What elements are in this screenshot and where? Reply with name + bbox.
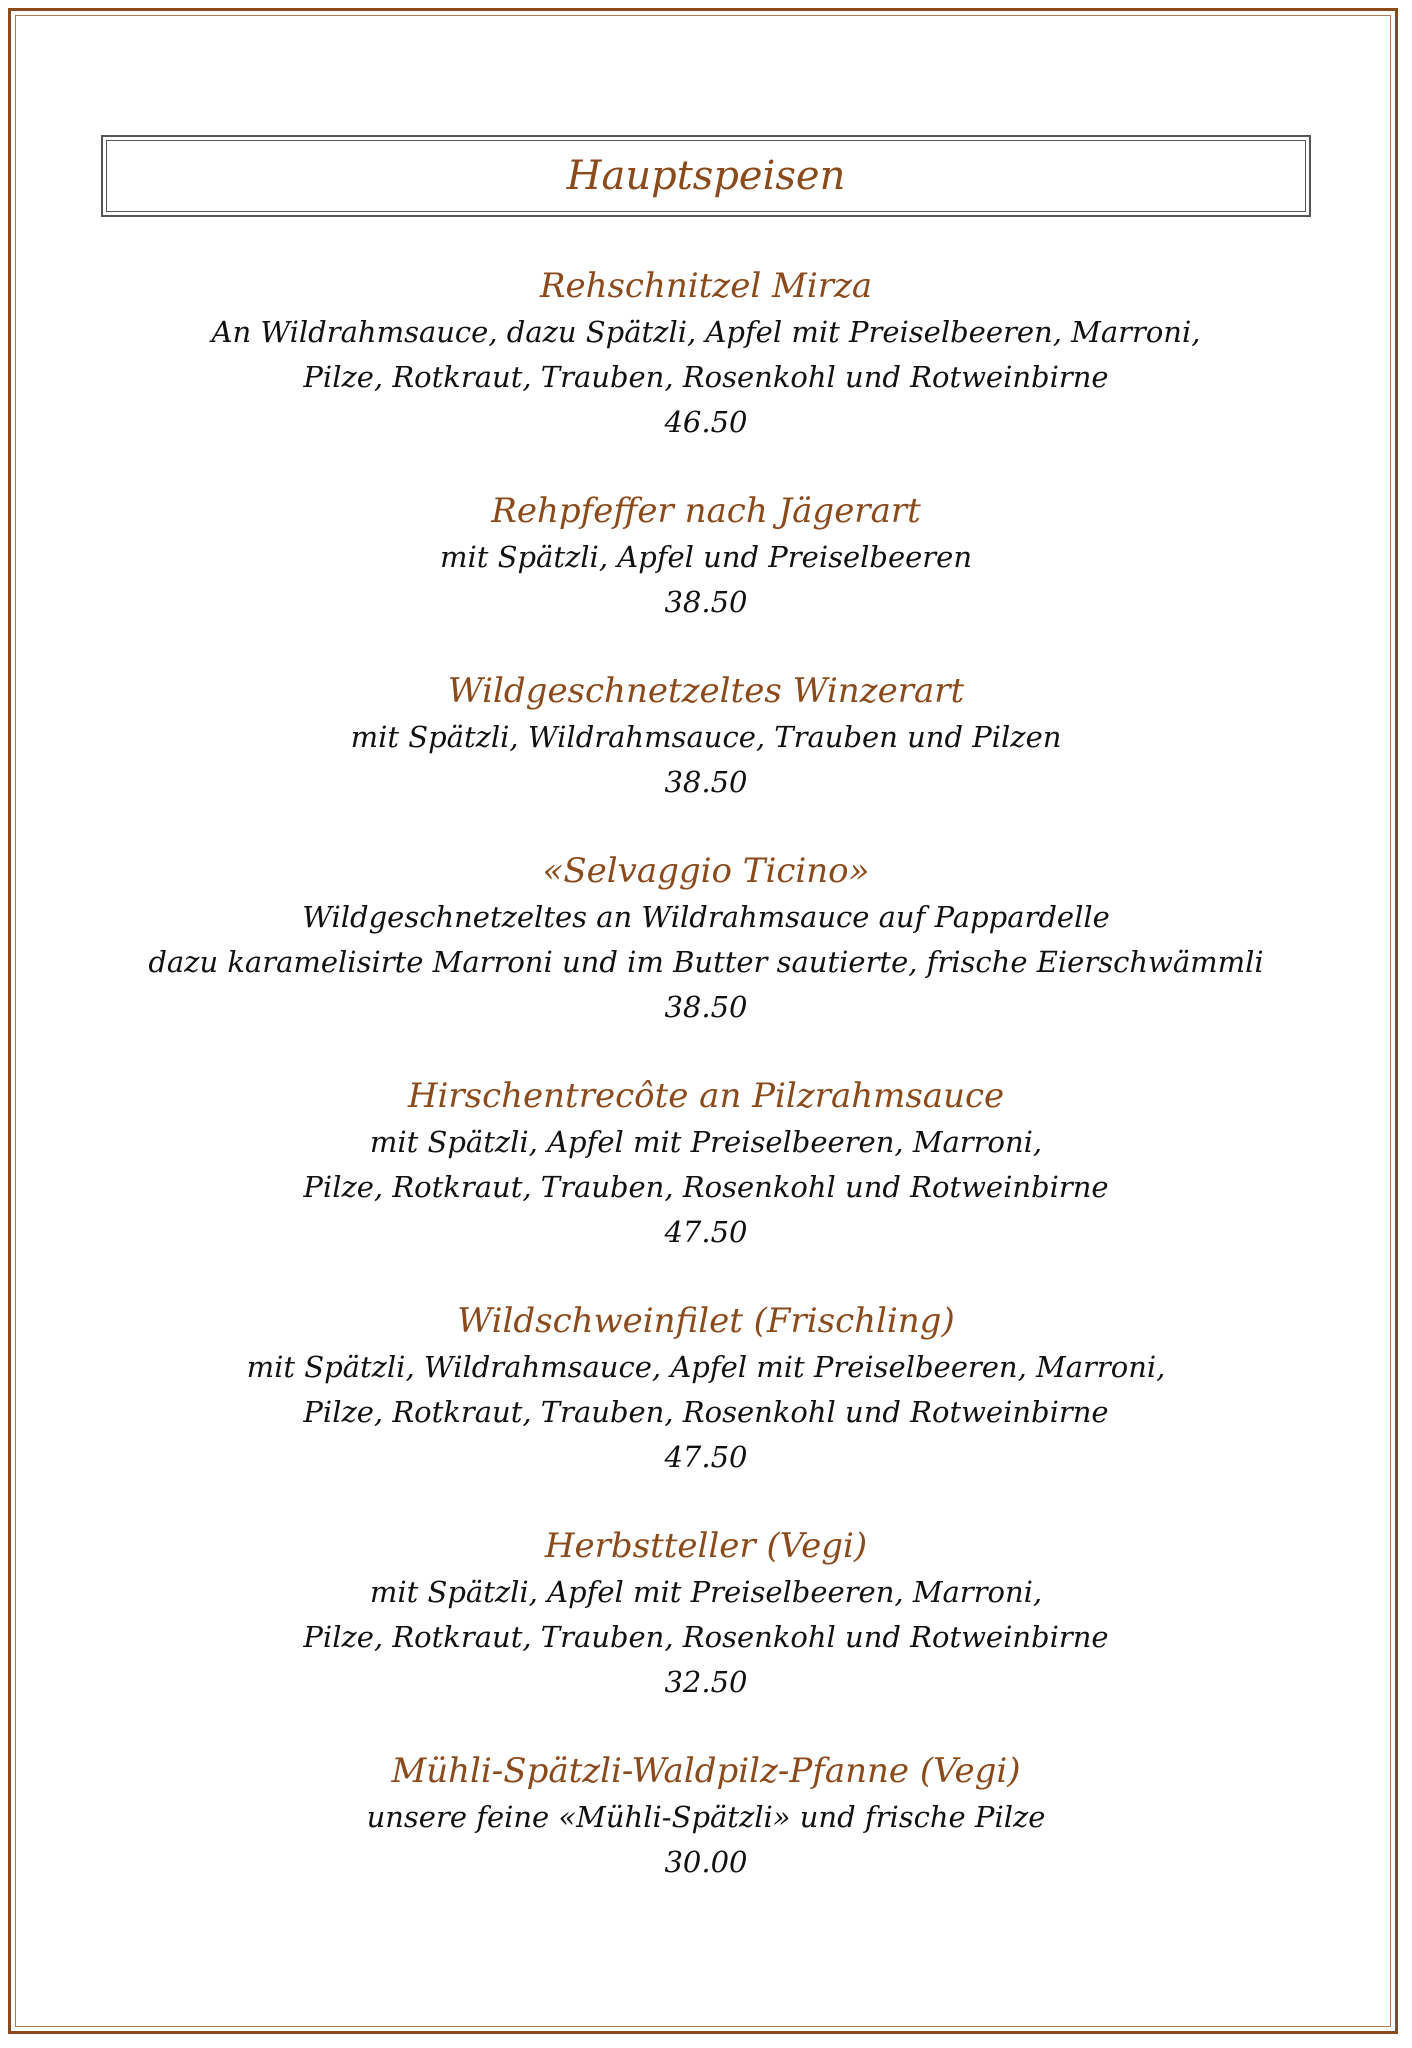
dish-name: «Selvaggio Ticino» — [542, 851, 870, 891]
menu-item — [60, 1072, 1352, 1255]
menu-item — [60, 487, 1352, 625]
dish-price: 38.50 — [664, 765, 748, 799]
dish-price: 47.50 — [664, 1440, 748, 1474]
dish-description: Pilze, Rotkraut, Trauben, Rosenkohl und Rotweinbirne — [303, 360, 1109, 394]
dish-name: Herbstteller (Vegi) — [544, 1526, 868, 1566]
dish-price: 46.50 — [664, 405, 748, 439]
page-title: Hauptspeisen — [566, 153, 846, 199]
dish-name: Mühli-Spätzli-Waldpilz-Pfanne (Vegi) — [391, 1751, 1021, 1791]
dish-description: unsere feine «Mühli-Spätzli» und frische Pilze — [366, 1800, 1046, 1834]
dish-description: Wildgeschnetzeltes an Wildrahmsauce auf Pappardelle — [302, 900, 1110, 934]
title-box — [101, 135, 1311, 217]
dish-description: Pilze, Rotkraut, Trauben, Rosenkohl und Rotweinbirne — [303, 1620, 1109, 1654]
dish-name: Hirschentrecôte an Pilzrahmsauce — [407, 1076, 1005, 1116]
dish-description: Pilze, Rotkraut, Trauben, Rosenkohl und Rotweinbirne — [303, 1395, 1109, 1429]
dish-description: mit Spätzli, Wildrahmsauce, Trauben und Pilzen — [350, 720, 1062, 754]
dish-description: dazu karamelisirte Marroni und im Butter sautierte, frische Eierschwämmli — [148, 945, 1264, 979]
dish-description: Pilze, Rotkraut, Trauben, Rosenkohl und Rotweinbirne — [303, 1170, 1109, 1204]
menu-item — [60, 667, 1352, 805]
dish-price: 47.50 — [664, 1215, 748, 1249]
dish-description: mit Spätzli, Wildrahmsauce, Apfel mit Preiselbeeren, Marroni, — [246, 1350, 1166, 1384]
menu-item — [60, 1522, 1352, 1705]
dish-price: 32.50 — [664, 1665, 748, 1699]
dish-name: Wildgeschnetzeltes Winzerart — [447, 671, 965, 711]
title-box-inner — [106, 140, 1306, 212]
dish-name: Rehpfeffer nach Jägerart — [491, 491, 921, 531]
dish-price: 30.00 — [664, 1845, 748, 1879]
dish-description: mit Spätzli, Apfel und Preiselbeeren — [439, 540, 973, 574]
dish-price: 38.50 — [664, 990, 748, 1024]
dish-description: mit Spätzli, Apfel mit Preiselbeeren, Marroni, — [369, 1125, 1043, 1159]
dish-name: Rehschnitzel Mirza — [539, 266, 873, 306]
menu-item — [60, 1297, 1352, 1480]
dish-price: 38.50 — [664, 585, 748, 619]
menu-item — [60, 262, 1352, 445]
menu-item — [60, 1747, 1352, 1885]
dish-name: Wildschweinfilet (Frischling) — [457, 1301, 955, 1341]
dish-description: mit Spätzli, Apfel mit Preiselbeeren, Marroni, — [369, 1575, 1043, 1609]
menu-item — [60, 847, 1352, 1030]
menu-list — [60, 262, 1352, 1885]
dish-description: An Wildrahmsauce, dazu Spätzli, Apfel mit Preiselbeeren, Marroni, — [211, 315, 1201, 349]
